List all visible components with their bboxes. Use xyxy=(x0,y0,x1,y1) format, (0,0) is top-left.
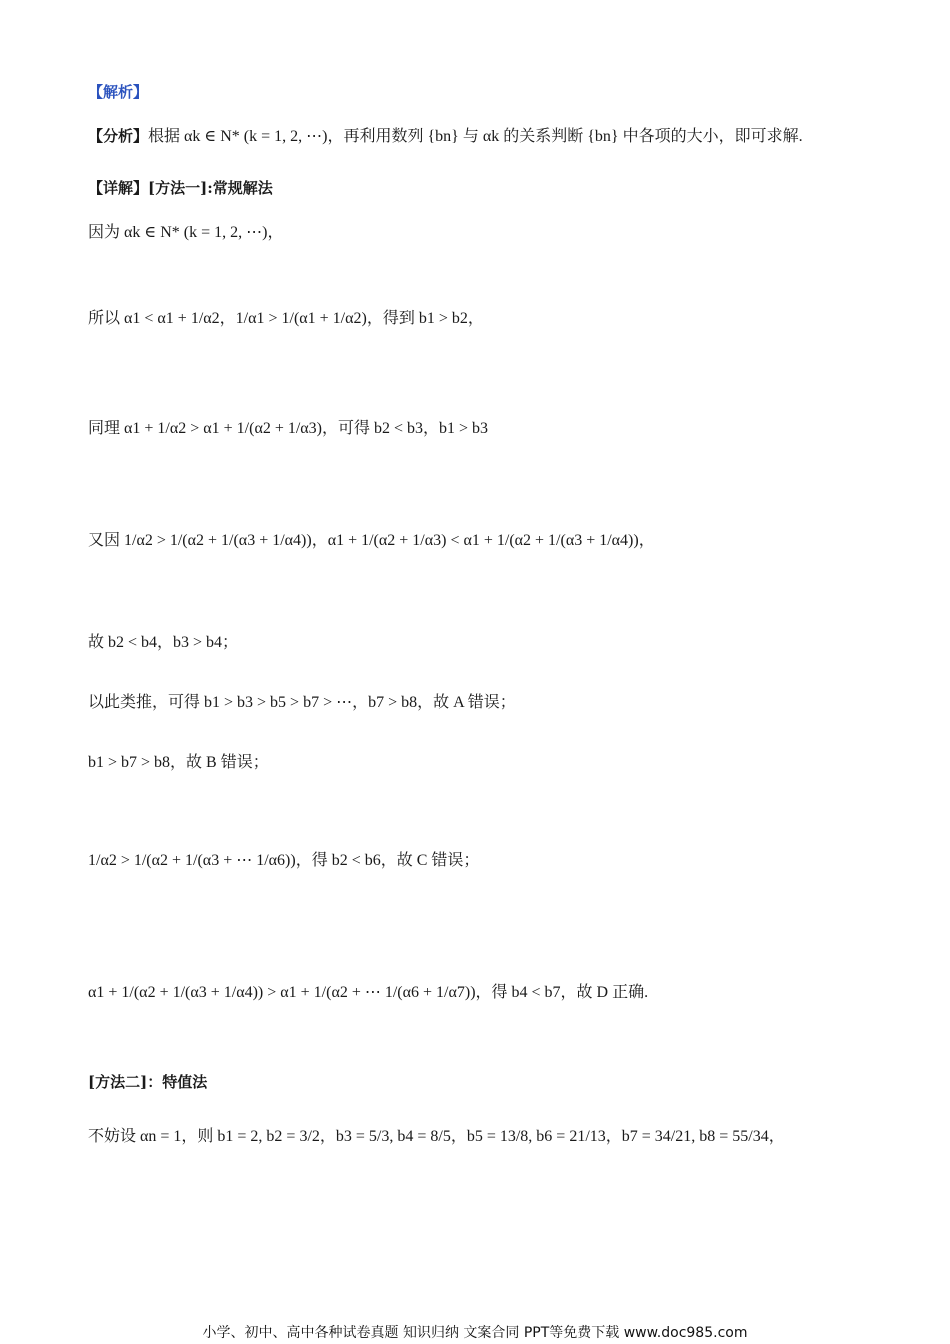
line-7: b1 > b7 > b8，故 B 错误； xyxy=(88,754,269,771)
detail-header: 【详解】[方法一]:常规解法 xyxy=(88,179,273,197)
line-6: 以此类推，可得 b1 > b3 > b5 > b7 > ⋯，b7 > b8，故 A 错误； xyxy=(88,694,516,711)
analysis-label: 【分析】 xyxy=(88,127,149,145)
line-5: 故 b2 < b4，b3 > b4； xyxy=(88,634,239,651)
method2-header: [方法二]：特值法 xyxy=(88,1073,208,1091)
method2-line: 不妨设 αn = 1，则 b1 = 2, b2 = 3/2，b3 = 5/3, b4 = 8/5，b5 = 13/8, b6 = 21/13，b7 = 34/21, b8 = 55/34， xyxy=(88,1128,785,1145)
line-2: 所以 α1 < α1 + 1/α2，1/α1 > 1/(α1 + 1/α2)，得到 b1 > b2， xyxy=(88,310,484,327)
line-8: 1/α2 > 1/(α2 + 1/(α3 + ⋯ 1/α6))，得 b2 < b6，故 C 错误； xyxy=(88,852,480,869)
line-1: 因为 αk ∈ N* (k = 1, 2, ⋯)， xyxy=(88,224,284,241)
analysis-text: 根据 αk ∈ N* (k = 1, 2, ⋯)，再利用数列 {bn} 与 αk 的关系判断 {bn} 中各项的大小，即可求解. xyxy=(148,128,803,145)
page-footer: 小学、初中、高中各种试卷真题 知识归纳 文案合同 PPT等免费下载 www.doc985.com xyxy=(202,1325,748,1341)
line-9: α1 + 1/(α2 + 1/(α3 + 1/α4)) > α1 + 1/(α2 + ⋯ 1/(α6 + 1/α7))，得 b4 < b7，故 D 正确. xyxy=(88,984,649,1001)
line-3: 同理 α1 + 1/α2 > α1 + 1/(α2 + 1/α3)，可得 b2 < b3，b1 > b3 xyxy=(88,420,489,437)
line-4: 又因 1/α2 > 1/(α2 + 1/(α3 + 1/α4))，α1 + 1/(α2 + 1/α3) < α1 + 1/(α2 + 1/(α3 + 1/α4))， xyxy=(88,532,655,549)
analysis-paragraph xyxy=(88,126,890,148)
section-header: 【解析】 xyxy=(88,83,149,101)
